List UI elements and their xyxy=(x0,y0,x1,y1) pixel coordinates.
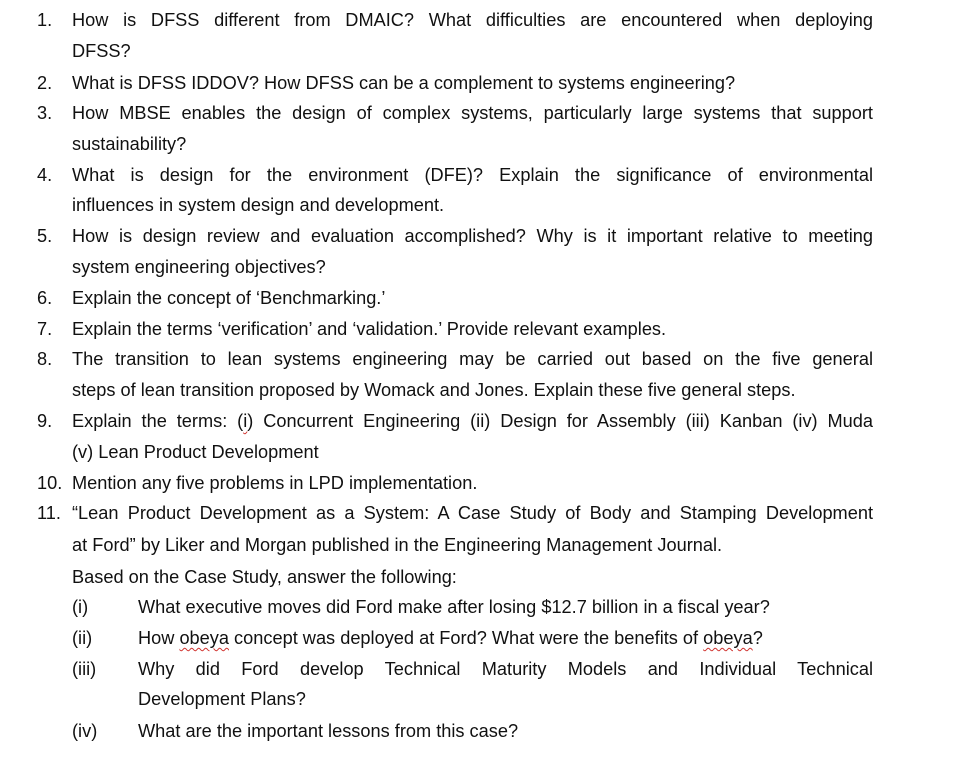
question-text: system engineering objectives? xyxy=(72,257,326,277)
spellcheck-marked-word: i xyxy=(243,411,248,431)
subquestion-i-line-1 xyxy=(0,592,956,623)
subquestion-text-part: concept was deployed at Ford? What were the benefits of xyxy=(229,628,704,648)
question-1-line-1 xyxy=(0,5,956,36)
subquestion-text-part: ? xyxy=(752,628,763,648)
subquestion-iii-line-2 xyxy=(0,684,956,715)
question-5-line-1 xyxy=(0,221,956,252)
question-4-line-1 xyxy=(0,160,956,191)
spellcheck-marked-word: obeya xyxy=(703,628,753,648)
subquestion-text: What executive moves did Ford make after losing $12.7 billion in a fiscal year? xyxy=(138,597,770,617)
question-10-line-1 xyxy=(0,468,956,499)
question-9-line-1 xyxy=(0,406,956,437)
question-text: Explain the concept of ‘Benchmarking.’ xyxy=(72,288,386,308)
question-number: 7. xyxy=(37,319,53,339)
question-text: “Lean Product Development as a System: A Case Study of Body and Stamping Development xyxy=(72,503,873,523)
subquestion-number: (ii) xyxy=(72,628,93,648)
question-number: 9. xyxy=(37,411,53,431)
question-text xyxy=(72,406,873,437)
question-7-line-1 xyxy=(0,314,956,345)
subquestion-iii-line-1 xyxy=(0,654,956,685)
question-text: How is DFSS different from DMAIC? What difficulties are encountered when deploying xyxy=(72,10,873,30)
question-text: Based on the Case Study, answer the following: xyxy=(72,567,457,587)
question-number: 3. xyxy=(37,103,53,123)
question-number: 6. xyxy=(37,288,53,308)
question-text: What is design for the environment (DFE)? Explain the significance of environmental xyxy=(72,165,873,185)
question-2-line-1 xyxy=(0,68,956,99)
question-11-line-3 xyxy=(0,562,956,593)
question-number: 11. xyxy=(37,503,61,523)
question-11-line-1 xyxy=(0,498,956,529)
subquestion-text: Development Plans? xyxy=(138,689,306,709)
question-11-line-2 xyxy=(0,530,956,561)
question-text: (v) Lean Product Development xyxy=(72,442,319,462)
subquestion-ii-line-1 xyxy=(0,623,956,654)
question-4-line-2 xyxy=(0,190,956,221)
question-3-line-2 xyxy=(0,129,956,160)
question-number: 8. xyxy=(37,349,53,369)
question-3-line-1 xyxy=(0,98,956,129)
question-8-line-1 xyxy=(0,344,956,375)
question-number: 4. xyxy=(37,165,53,185)
subquestion-number: (iv) xyxy=(72,721,98,741)
question-number: 2. xyxy=(37,73,53,93)
question-text: sustainability? xyxy=(72,134,187,154)
subquestion-text-part: How xyxy=(138,628,180,648)
question-text-part: ) Concurrent Engineering (ii) Design for Assembly (iii) Kanban (iv) Muda xyxy=(247,411,873,431)
subquestion-number: (iii) xyxy=(72,659,97,679)
question-text: DFSS? xyxy=(72,41,131,61)
subquestion-text: Why did Ford develop Technical Maturity Models and Individual Technical xyxy=(138,659,873,679)
question-text: steps of lean transition proposed by Womack and Jones. Explain these five general steps. xyxy=(72,380,796,400)
question-text: Mention any five problems in LPD implementation. xyxy=(72,473,478,493)
question-text: How MBSE enables the design of complex systems, particularly large systems that support xyxy=(72,103,873,123)
question-text-part: Explain the terms: ( xyxy=(72,411,244,431)
question-6-line-1 xyxy=(0,283,956,314)
question-number: 1. xyxy=(37,10,53,30)
question-text: The transition to lean systems engineering may be carried out based on the five general xyxy=(72,349,873,369)
question-number: 10. xyxy=(37,473,63,493)
question-text: How is design review and evaluation accomplished? Why is it important relative to meeting xyxy=(72,226,873,246)
question-8-line-2 xyxy=(0,375,956,406)
subquestion-number: (i) xyxy=(72,597,89,617)
question-text: influences in system design and development. xyxy=(72,195,445,215)
subquestion-iv-line-1 xyxy=(0,716,956,747)
question-text: What is DFSS IDDOV? How DFSS can be a complement to systems engineering? xyxy=(72,73,736,93)
question-1-line-2 xyxy=(0,36,956,67)
question-number: 5. xyxy=(37,226,53,246)
question-5-line-2 xyxy=(0,252,956,283)
subquestion-text xyxy=(138,623,873,654)
subquestion-text: What are the important lessons from this case? xyxy=(138,721,519,741)
question-9-line-2 xyxy=(0,437,956,468)
question-text: Explain the terms ‘verification’ and ‘validation.’ Provide relevant examples. xyxy=(72,319,667,339)
question-text: at Ford” by Liker and Morgan published in the Engineering Management Journal. xyxy=(72,535,723,555)
spellcheck-marked-word: obeya xyxy=(179,628,229,648)
